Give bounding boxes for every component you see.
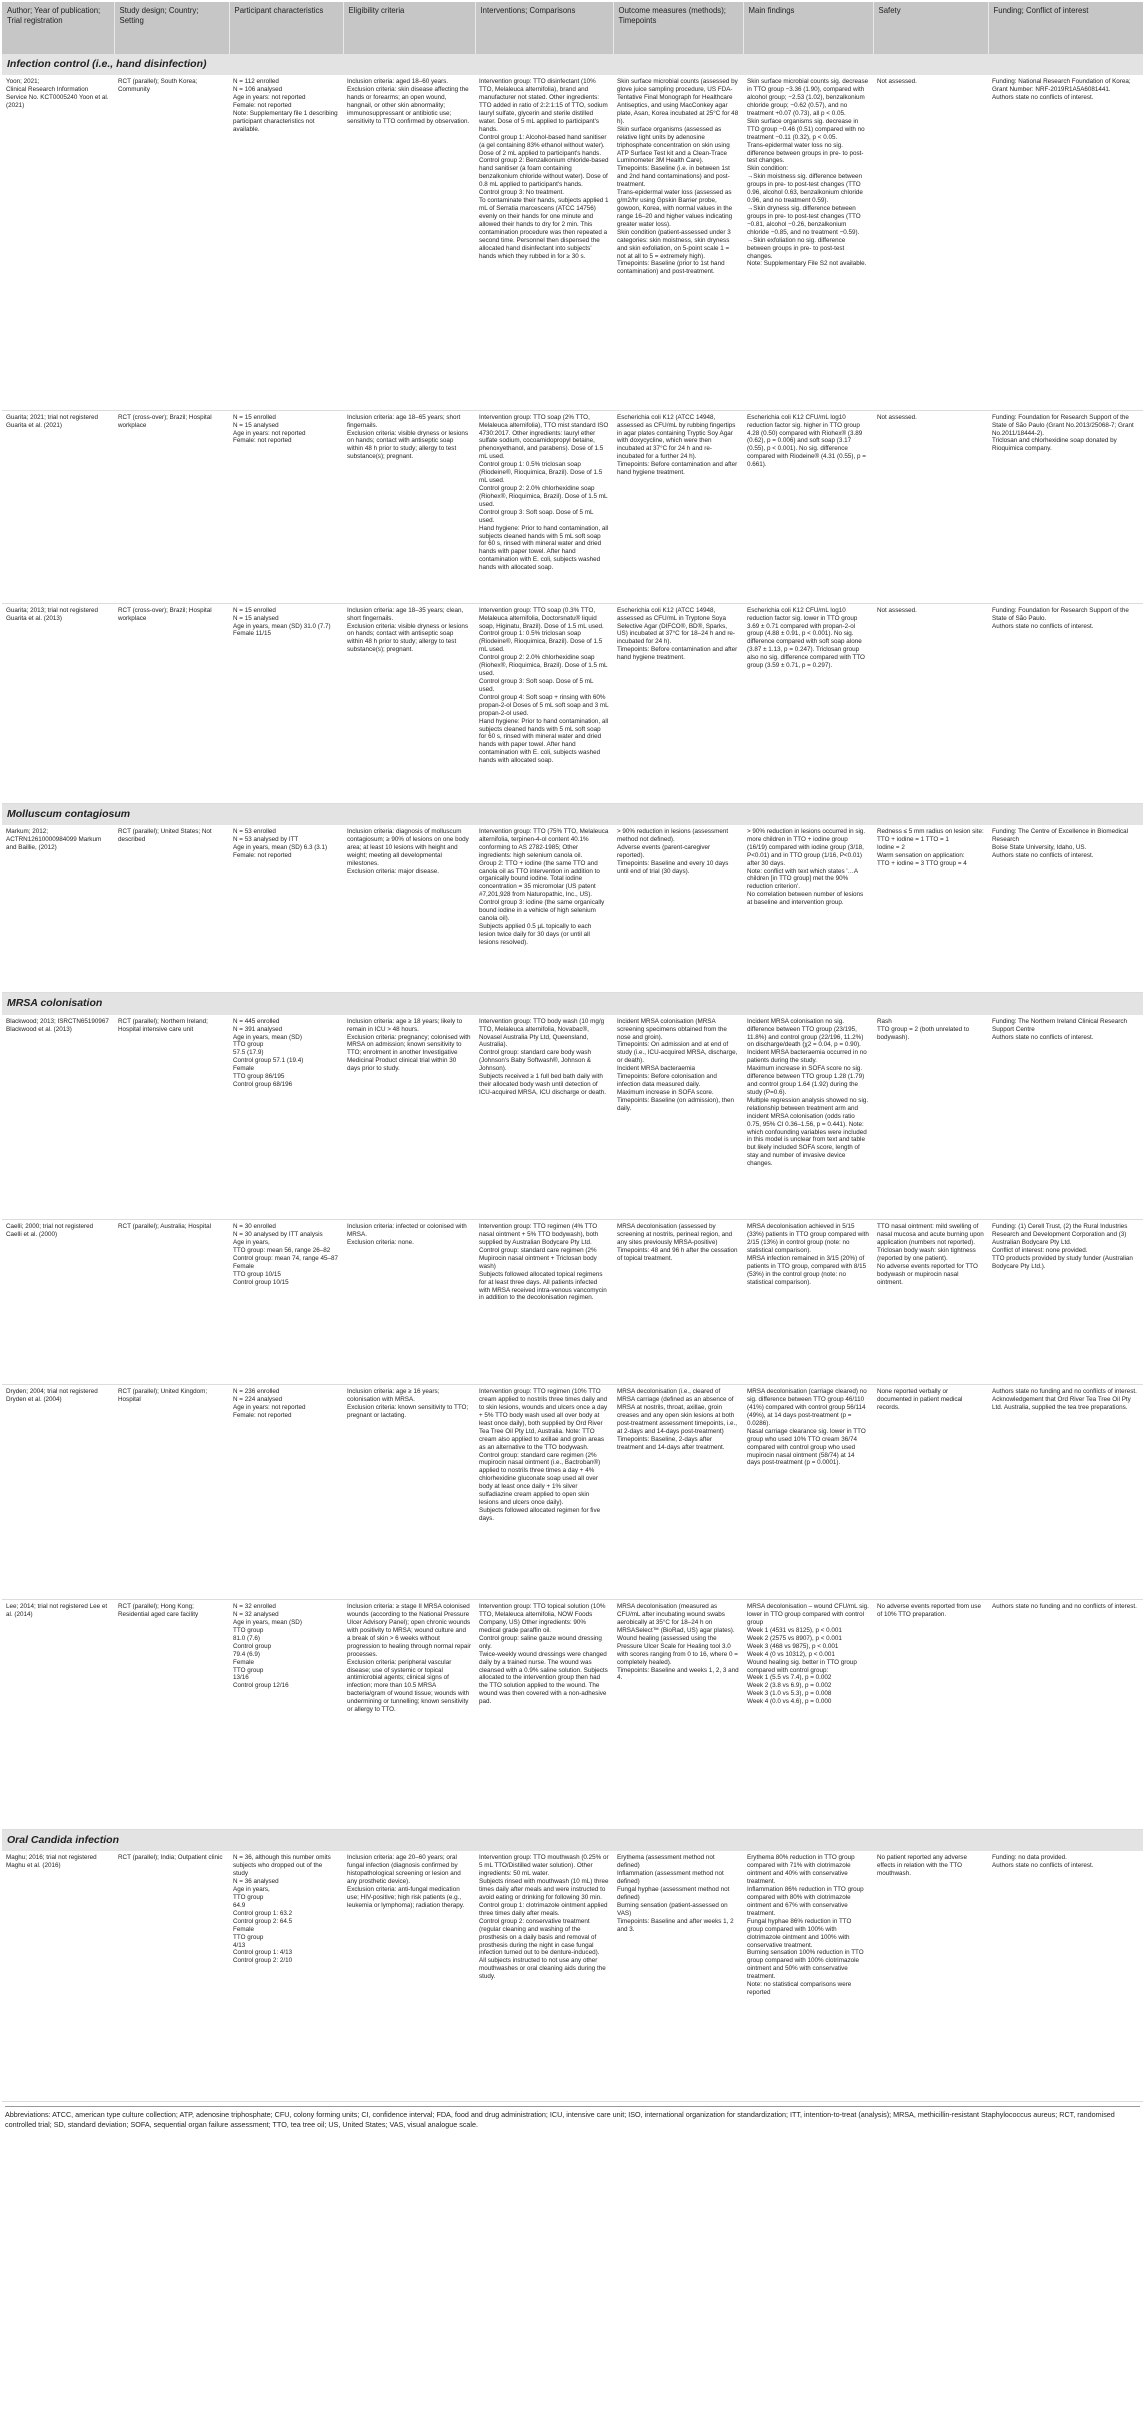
cell-text: None reported verbally or documented in patient medical records. [877,1388,963,1411]
cell-text: Intervention group: TTO regimen (4% TTO nasal ointment + 5% TTO bodywash), both supplied by Australian Bodycare Pty Ltd. Control group: standard care regimen (2% Mupirocin nasal ointment + Triclosan body wash) Subjects followed allocated topical regimens for at least three days. All patients infected with MRSA received intra-venous vancomycin in addition to the decolonisation regimen. [479,1223,607,1302]
cell-text: Dryden; 2004; trial not registered Dryden et al. (2004) [6,1388,98,1404]
cell-text: Incident MRSA colonisation (MRSA screening specimens obtained from the nose and groin). Timepoints: On admission and at end of study (i.e., ICU-acquired MRSA, discharge, or death). Incident MRSA bacteraemia Timepoints: Before colonisation and infection data measured daily. Maximum increase in SOFA score. Timepoints: Baseline (on admission), then daily. [617,1017,738,1112]
cell-text: Incident MRSA colonisation no sig. difference between TTO group (23/195, 11.8%) and control group (22/196, 11.2%) on discharge/death (χ2 = 0.04, p = 0.90). Incident MRSA bacteraemia occurred in no patients during the study. Maximum increase in SOFA score no sig. difference between TTO group 1.28 (1.79) and control group 1.64 (1.92) during the study (P=0.6). Multiple regression analysis showed no sig. relationship between treatment arm and incident MRSA colonisation (odds ratio 0.75, 95% CI 0.36–1.56, p = 0.441). Note: which confounding variables were included in this model is unclear from text and table but likely included SOFA score, length of stay and number of invasive device changes. [747,1017,869,1168]
cell-text: N = 236 enrolled N = 224 analysed Age in years: not reported Female: not reported [233,1388,306,1419]
cell-text: Guarita; 2013; trial not registered Guarita et al. (2013) [6,606,99,622]
cell-text: RCT (parallel); Northern Ireland; Hospital intensive care unit [118,1017,208,1033]
author-cell [2,1851,114,2101]
interventions-cell [475,1015,613,1220]
cell-text: Lee; 2014; trial not registered Lee et al. (2014) [6,1603,108,1619]
cell-text: Funding: no data provided. Authors state no conflicts of interest. [992,1854,1094,1870]
safety-cell [873,1220,988,1385]
cell-text: N = 15 enrolled N = 15 analysed Age in years, mean (SD) 31.0 (7.7) Female 11/15 [233,606,331,638]
cell-text: MRSA decolonisation (carriage cleared) no sig. difference between TTO group 46/110 (41%) compared with control group 56/114 (49%), at 14 days post-treatment (p = 0.0286). Nasal carriage clearance sig. lower in TTO group who used 10% TTO cream 36/74 compared with control group who used mupirocin nasal ointment (58/74) at 14 days post-treatment (p = 0.0001). [747,1388,867,1467]
outcomes-cell [613,75,743,410]
participants-cell [229,1385,343,1600]
cell-text: Funding: Foundation for Research Support of the State of São Paulo. Authors state no conflicts of interest. [992,606,1129,630]
table-row [2,1220,1143,1385]
cell-text: Intervention group: TTO body wash (10 mg/g TTO, Melaleuca alternifolia, Novabac®, Novasel Australia Pty Ltd, Queensland, Australia). Control group: standard care body wash (Johnson's Baby Softwash®, Johnson & Johnson). Subjects received ≥ 1 full bed bath daily with their allocated body wash until detection of ICU-acquired MRSA, ICU discharge or death. [479,1017,607,1096]
table-row [2,603,1143,803]
author-cell [2,1015,114,1220]
findings-cell [743,1385,873,1600]
cell-text: Intervention group: TTO mouthwash (0.25% or 5 mL TTO/Distilled water solution). Other ingredients: 50 mL water. Subjects rinsed with mouthwash (10 mL) three times daily after meals and were instructed to avoid eating or drinking for following 30 min. Control group 1: clotrimazole ointment applied three times daily after meals. Control group 2: conservative treatment (regular cleaning and washing of the prosthesis on a daily basis and removal of prosthesis during the night in case fungal infection turned out to be denture-induced). All subjects instructed to not use any other mouthwashes or oral cleaning aids during the study. [479,1854,609,1981]
cell-text: MRSA decolonisation (measured as CFU/mL after incubating wound swabs aerobically at 35°C for 18–24 h on MRSASelect™ (BioRad, US) agar plates). Wound healing (assessed using the Pressure Ulcer Scale for Healing tool 3.0 with scores ranging from 0 to 16, where 0 = completely healed). Timepoints: Baseline and weeks 1, 2, 3 and 4. [617,1603,739,1682]
cell-text: Intervention group: TTO soap (2% TTO, Melaleuca alternifolia), TTO mist standard ISO 4730:2017. Other ingredients: lauryl ether sulfate sodium, cocoamidopropyl betaine, phenoxyethanol, and parabens). Dose of 1.5 mL used. Control group 1: 0.5% triclosan soap (Riodeine®, Rioquimica, Brazil). Dose of 1.5 mL used. Control group 2: 2.0% chlorhexidine soap (Riohex®, Rioquimica, Brazil). Dose of 1.5 mL used. Control group 3: Soft soap. Dose of 5 mL used. Hand hygiene: Prior to hand contamination, all subjects cleaned hands with 5 mL soft soap for 60 s, rinsed with mineral water and dried hands with paper towel. After hand contamination with E. coli, subjects washed hands with allocated soap. [479,413,609,572]
column-header: Eligibility criteria [343,2,475,54]
cell-text: Inclusion criteria: age 18–35 years; clean, short fingernails. Exclusion criteria: visible dryness or lesions on hands; contact with antiseptic soap within 48 h prior to study; allergy to test substance(s); pregnant. [347,606,469,654]
funding-cell [988,75,1143,410]
cell-text: MRSA decolonisation achieved in 5/15 (33%) patients in TTO group compared with 2/15 (13%) in control group (note: no statistical comparison). MRSA infection remained in 3/15 (20%) of patients in TTO group, compared with 8/15 (53%) in the control group (note: no statistical comparison). [747,1223,869,1286]
design-cell [114,75,229,410]
cell-text: Markum; 2012; ACTRN12610000984099 Markum and Baillie, (2012) [6,827,102,851]
participants-cell [229,75,343,410]
cell-text: Authors state no funding and no conflicts of interest. Acknowledgement that Ord River Tea Tree Oil Pty Ltd. Australia, supplied the tea tree preparations. [992,1388,1137,1411]
cell-text: Inclusion criteria: infected or colonised with MRSA. Exclusion criteria: none. [347,1223,467,1246]
participants-cell [229,603,343,803]
cell-text: > 90% reduction in lesions (assessment method not defined). Adverse events (parent-caregiver reported). Timepoints: Baseline and every 10 days until end of trial (30 days). [617,827,729,875]
cell-text: N = 445 enrolled N = 391 analysed Age in years, mean (SD) TTO group 57.5 (17.9) Control group 57.1 (19.4) Female TTO group 86/195 Control group 68/196 [233,1017,304,1089]
funding-cell [988,1385,1143,1600]
funding-cell [988,1015,1143,1220]
cell-text: N = 15 enrolled N = 15 analysed Age in years: not reported Female: not reported [233,413,306,445]
section-header-molluscum [2,803,1143,825]
outcomes-cell [613,603,743,803]
findings-cell [743,410,873,603]
section-title: MRSA colonisation [2,993,1143,1015]
table-row [2,1015,1143,1220]
outcomes-cell [613,1220,743,1385]
funding-cell [988,410,1143,603]
eligibility-cell [343,1851,475,2101]
participants-cell [229,1851,343,2101]
cell-text: N = 36, although this number omits subjects who dropped out of the study N = 36 analysed Age in years, TTO group 64.9 Control group 1: 63.2 Control group 2: 64.5 Female TTO group 4/13 Control group 1: 4/13 Control group 2: 2/10 [233,1854,331,1965]
author-cell [2,1600,114,1830]
outcomes-cell [613,1600,743,1830]
findings-cell [743,825,873,993]
findings-cell [743,1600,873,1830]
cell-text: Inclusion criteria: age ≥ 16 years; colonisation with MRSA. Exclusion criteria: known sensitivity to TTO; pregnant or lactating. [347,1388,469,1419]
cell-text: RCT (parallel); India; Outpatient clinic [118,1854,223,1862]
cell-text: Intervention group: TTO soap (0.3% TTO, Melaleuca alternifolia, Doctorsnatu® liquid soap, Higinatu, Brazil). Dose of 1.5 mL used. Control group 1: 0.5% triclosan soap (Riodeine®, Rioquimica, Brazil). Dose of 1.5 mL used. Control group 2: 2.0% chlorhexidine soap (Riohex®, Rioquimica, Brazil). Dose of 1.5 mL used. Control group 3: Soft soap. Dose of 5 mL used. Control group 4: Soft soap + rinsing with 60% propan-2-ol Doses of 5 mL soft soap and 3 mL propan-2-ol used. Hand hygiene: Prior to hand contamination, all subjects cleaned hands with 5 mL soft soap for 60 s, rinsed with mineral water and dried hands with paper towel. After hand contamination with E. coli, subjects washed hands with allocated soap. [479,606,609,765]
table-row [2,1600,1143,1830]
cell-text: No patient reported any adverse effects in relation with the TTO mouthwash. [877,1854,967,1878]
cell-text: Funding: The Centre of Excellence in Biomedical Research Boise State University, Idaho, US. Authors state no conflicts of interest. [992,827,1129,859]
safety-cell [873,410,988,603]
cell-text: N = 32 enrolled N = 32 analysed Age in years, mean (SD) TTO group 81.0 (7.6) Control group 79.4 (6.9) Female TTO group 13/16 Control group 12/16 [233,1603,302,1690]
eligibility-cell [343,1220,475,1385]
section-header-mrsa [2,993,1143,1015]
cell-text: Intervention group: TTO (75% TTO, Melaleuca alternifolia, terpinen-4-ol content 40.1% conforming to AS 2782-1985; Other ingredients: high selenium canola oil. Group 2: TTO + iodine (the same TTO and canola oil as TTO intervention in addition to organically bound iodine. Total iodine concentration = 35 micromolar (US patent #7,201,928 from Naturopathic, Inc., US). Control group 3: iodine (the same organically bound iodine in a vehicle of high selenium canola oil). Subjects applied 0.5 µL topically to each lesion twice daily for 30 days (or until all lesions resolved). [479,827,609,946]
safety-cell [873,603,988,803]
participants-cell [229,410,343,603]
cell-text: Skin surface microbial counts (assessed by glove juice sampling procedure, US FDA-Tentative Final Monograph for Healthcare Antiseptics, and using MacConkey agar plate, Asan, Korea incubated at 25°C for 48 h). Skin surface organisms (assessed as relative light units by adenosine triphosphate concentration on skin using ATP Surface Test kit and a Clean-Trace Luminometer 3M Health Care). Timepoints: Baseline (i.e. in between 1st and 2nd hand contaminations) and post-treatment. Trans-epidermal water loss (assessed as g/m2/hr using Gpskin Barrier probe, gowoon, Korea, with normal values in the range 16–20 and higher values indicating greater water loss). Skin condition (patient-assessed under 3 categories: skin moistness, skin dryness and skin exfoliation, on 5-point scale 1 = not at all to 5 = extremely high). Timepoints: Baseline (prior to 1st hand contamination) and post-treatment. [617,78,739,276]
findings-cell [743,1220,873,1385]
safety-cell [873,1385,988,1600]
author-cell [2,1385,114,1600]
section-title: Oral Candida infection [2,1830,1143,1852]
cell-text: RCT (cross-over); Brazil; Hospital workplace [118,413,212,429]
interventions-cell [475,603,613,803]
eligibility-cell [343,1385,475,1600]
section-title: Infection control (i.e., hand disinfection) [2,54,1143,75]
eligibility-cell [343,603,475,803]
cell-text: RCT (parallel); Australia; Hospital [118,1223,211,1231]
column-header: Interventions; Comparisons [475,2,613,54]
cell-text: Funding: Foundation for Research Support of the State of São Paulo (Grant No.2013/25068-7; Grant No.2011/18444-2). Triclosan and chlorhexidine soap donated by Rioquimica company. [992,413,1134,453]
outcomes-cell [613,1015,743,1220]
table-row [2,1385,1143,1600]
author-cell [2,75,114,410]
cell-text: Inclusion criteria: ≥ stage II MRSA colonised wounds (according to the National Pressure Ulcer Advisory Panel); open chronic wounds with positivity to MRSA; wound culture and a break of skin > 6 weeks without progression to healing through normal repair processes. Exclusion criteria: peripheral vascular disease; use of systemic or topical antimicrobial agents; clinical signs of infection; more than 10.5 MRSA bacteria/gram of wound tissue; wounds with undermining or tunnelling; known sensitivity or allergy to TTO. [347,1603,471,1714]
column-header: Outcome measures (methods); Timepoints [613,2,743,54]
design-cell [114,825,229,993]
cell-text: Inclusion criteria: aged 18–60 years. Exclusion criteria: skin disease affecting the hands or forearms; an open wound, hangnail, or other skin abnormality; immunosuppressant or antibiotic use; sensitivity to TTO confirmed by observation. [347,78,470,125]
section-header-oral-candida [2,1830,1143,1852]
section-title: Molluscum contagiosum [2,803,1143,825]
cell-text: Maghu; 2016; trial not registered Maghu et al. (2016) [6,1854,97,1870]
interventions-cell [475,410,613,603]
table-row [2,1851,1143,2101]
cell-text: Erythema 80% reduction in TTO group compared with 71% with clotrimazole ointment and 40% with conservative treatment. Inflammation 86% reduction in TTO group compared with 80% with clotrimazole ointment and 67% with conservative treatment. Fungal hyphae 86% reduction in TTO group compared with 100% with clotrimazole ointment and 100% with conservative treatment. Burning sensation 100% reduction in TTO group compared with 100% clotrimazole ointment and 50% with conservative treatment. Note: no statistical comparisons were reported [747,1854,864,1997]
safety-cell [873,825,988,993]
cell-text: Intervention group: TTO topical solution (10% TTO, Melaleuca alternifolia, NOW Foods Company, US) Other ingredients: 90% medical grade paraffin oil. Control group: saline gauze wound dressing only. Twice-weekly wound dressings were changed daily by a trained nurse. The wound was cleansed with a 0.9% saline solution. Subjects allocated to the intervention group then had the TTO solution applied to the wound. The wound was then covered with a non-adhesive pad. [479,1603,608,1706]
interventions-cell [475,1851,613,2101]
table-row [2,825,1143,993]
cell-text: RCT (parallel); South Korea; Community [118,78,198,94]
column-header: Safety [873,2,988,54]
eligibility-cell [343,410,475,603]
cell-text: Inclusion criteria: age ≥ 18 years; likely to remain in ICU > 48 hours. Exclusion criteria: pregnancy; colonised with MRSA on admission; known sensitivity to TTO; enrolment in another Investigative Medicinal Product clinical trial within 30 days prior to study. [347,1017,471,1073]
cell-text: Intervention group: TTO regimen (10% TTO cream applied to nostrils three times daily and to skin lesions, wounds and ulcers once a day + 5% TTO body wash used all over body at least once daily), both supplied by Ord River Tea Tree Oil Pty Ltd, Australia. Note: TTO cream also applied to axillae and groin areas as an alternative to the TTO bodywash. Control group: standard care regimen (2% mupirocin nasal ointment (i.e., Bactroban®) applied to nostrils three times a day + 4% chlorhexidine gluconate soap used all over body at least once daily + 1% silver sulfadiazine cream applied to open skin lesions and ulcers once daily). Subjects followed allocated regimen for five days. [479,1388,608,1522]
table-row [2,75,1143,410]
cell-text: Rash TTO group = 2 (both unrelated to bodywash). [877,1017,970,1041]
design-cell [114,603,229,803]
cell-text: RCT (cross-over); Brazil; Hospital workplace [118,606,212,622]
eligibility-cell [343,1600,475,1830]
cell-text: Funding: The Northern Ireland Clinical Research Support Centre Authors state no conflicts of interest. [992,1017,1127,1041]
cell-text: Guarita; 2021; trial not registered Guarita et al. (2021) [6,413,99,429]
safety-cell [873,1600,988,1830]
design-cell [114,1385,229,1600]
cell-text: Inclusion criteria: age 20–60 years; oral fungal infection (diagnosis confirmed by histopathological screening or lesion and any prosthetic device). Exclusion criteria: anti-fungal medication use; HIV-positive; high risk patients (e.g., leukemia or lymphoma); radiation therapy. [347,1854,465,1909]
participants-cell [229,1015,343,1220]
cell-text: Escherichia coli K12 (ATCC 14948, assessed as CFU/mL by rubbing fingertips in agar plates containing Tryptic Soy Agar with doxycycline, which were then incubated at 37°C for 24 h and re-incubated for a further 24 h). Timepoints: Before contamination and after hand hygiene treatment. [617,413,738,477]
findings-cell [743,603,873,803]
cell-text: N = 30 enrolled N = 30 analysed by ITT analysis Age in years, TTO group: mean 56, range 26–82 Control group: mean 74, range 45–87 Female TTO group 10/15 Control group 10/15 [233,1223,339,1286]
cell-text: Erythema (assessment method not defined) Inflammation (assessment method not defined) Fungal hyphae (assessment method not defined) Burning sensation (patient-assessed on VAS) Timepoints: Baseline and after weeks 1, 2 and 3. [617,1854,734,1933]
column-header: Main findings [743,2,873,54]
findings-cell [743,75,873,410]
cell-text: Not assessed. [877,413,917,421]
cell-text: RCT (parallel); United Kingdom; Hospital [118,1388,208,1404]
funding-cell [988,1220,1143,1385]
cell-text: N = 53 enrolled N = 53 analysed by ITT Age in years, mean (SD) 6.3 (3.1) Female: not reported [233,827,328,859]
interventions-cell [475,1220,613,1385]
cell-text: Intervention group: TTO disinfectant (10% TTO, Melaleuca alternifolia), brand and manufacturer not stated. Other ingredients: TTO added in ratio of 2:2:1:15 of TTO, sodium lauryl sulfate, glycerin and sterile distilled water. Dose of 5 mL applied to participant's hands. Control group 1: Alcohol-based hand sanitiser (a gel containing 83% ethanol without water). Dose of 2 mL applied to participant's hands. Control group 2: Benzalkonium chloride-based hand sanitiser (a foam containing benzalkonium chloride without water). Dose of 0.8 mL applied to participant's hands. Control group 3: No treatment. To contaminate their hands, subjects applied 1 mL of Serratia marcescens (ATCC 14756) evenly on their hands for one minute and allowed their hands to dry for 2 min. This contamination procedure was then repeated a second time. Personnel then dispensed the allocated hand disinfectant into subjects' hands which they rubbed in for ≥ 30 s. [479,78,609,260]
cell-text: Escherichia coli K12 CFU/mL log10 reduction factor sig. higher in TTO group 4.28 (0.50) compared with Riohex® (3.89 (0.62), p = 0.006) and soft soap (3.17 (0.55), p < 0.001). No sig. difference compared with Riodeine® (4.31 (0.55), p = 0.661). [747,413,866,469]
participants-cell [229,825,343,993]
cell-text: Escherichia coli K12 (ATCC 14948, assessed as CFU/mL in Tryptone Soya Selective Agar (DIFCO®, BD®, Sparks, US) incubated at 37°C for 18–24 h and re-incubated for 24 h). Timepoints: Before contamination and after hand hygiene treatment. [617,606,738,662]
eligibility-cell [343,1015,475,1220]
cell-text: TTO nasal ointment: mild swelling of nasal mucosa and acute burning upon application (numbers not reported). Triclosan body wash: skin tightness (reported by one patient). No adverse events reported for TTO bodywash or mupirocin nasal ointment. [877,1223,984,1286]
interventions-cell [475,75,613,410]
design-cell [114,1851,229,2101]
evidence-table [2,2,1143,2102]
design-cell [114,410,229,603]
eligibility-cell [343,825,475,993]
cell-text: Caelli; 2000; trial not registered Caelli et al. (2000) [6,1223,94,1239]
design-cell [114,1600,229,1830]
funding-cell [988,1600,1143,1830]
column-header: Funding; Conflict of interest [988,2,1143,54]
participants-cell [229,1220,343,1385]
table-row [2,410,1143,603]
cell-text: Funding: National Research Foundation of Korea; Grant Number: NRF-2019R1A5A6081441. Authors state no conflicts of interest. [992,78,1131,102]
participants-cell [229,1600,343,1830]
table-footnote: Abbreviations: ATCC, american type culture collection; ATP, adenosine triphosphate; CFU, colony forming units; CI, confidence interval; FDA, food and drug administration; ICU, intensive care unit; ISO, international organization for standardization; ITT, intention-to-treat (analysis); MRSA, methicillin-resistant Staphylococcus aureus; RCT, randomised controlled trial; SD, standard deviation; SOFA, sequential organ failure assessment; TTO, tea tree oil; US, United States; VAS, visual analogue scale. [5,2106,1140,2129]
safety-cell [873,1015,988,1220]
funding-cell [988,603,1143,803]
cell-text: Skin surface microbial counts sig. decrease in TTO group −3.36 (1.90), compared with alcohol group; −2.53 (1.02), benzalkonium chloride group; −0.62 (0.57), and no treatment +0.07 (0.73), all p < 0.05. Skin surface organisms sig. decrease in TTO group −0.46 (0.51) compared with no treatment −0.11 (0.32), p < 0.05. Trans-epidermal water loss no sig. difference between groups in pre- to post-test changes. Skin condition: →Skin moistness sig. difference between groups in pre- to post-test changes (TTO 0.96, alcohol 0.63, benzalkonium chloride 0.96, and no treatment 0.59). →Skin dryness sig. difference between groups in pre- to post-test changes (TTO −0.81, alcohol −0.26, benzalkonium chloride −0.85, and no treatment −0.59). →Skin exfoliation no sig. difference between groups in pre- to post-test changes. Note: Supplementary File S2 not available. [747,78,869,268]
cell-text: > 90% reduction in lesions occurred in sig. more children in TTO + iodine group (16/19) compared with iodine group (3/18, P<0.01) and in TTO group (1/16, P<0.01) after 30 days. Note: conflict with text which states '…A children [in TTO group] met the 90% reduction criterion'. No correlation between number of lesions at baseline and intervention group. [747,827,866,907]
section-header-infection-control [2,54,1143,75]
outcomes-cell [613,1851,743,2101]
outcomes-cell [613,1385,743,1600]
cell-text: Not assessed. [877,78,917,86]
cell-text: No adverse events reported from use of 10% TTO preparation. [877,1603,981,1619]
cell-text: MRSA decolonisation – wound CFU/mL sig. lower in TTO group compared with control group Week 1 (4531 vs 8125), p < 0.001 Week 2 (2575 vs 8907), p < 0.001 Week 3 (468 vs 9875), p < 0.001 Week 4 (0 vs 10312), p < 0.001 Wound healing sig. better in TTO group compared with control group: Week 1 (5.5 vs 7.4), p = 0.002 Week 2 (3.8 vs 6.9), p = 0.002 Week 3 (1.0 vs 5.3), p = 0.008 Week 4 (0.0 vs 4.6), p = 0.000 [747,1603,869,1706]
cell-text: N = 112 enrolled N = 106 analysed Age in years: not reported Female: not reported Note: Supplementary file 1 describing participant characteristics not available. [233,78,338,133]
cell-text: Inclusion criteria: diagnosis of molluscum contagiosum; ≥ 90% of lesions on one body area; at least 10 lesions with height and weight; meeting all developmental milestones. Exclusion criteria: major disease. [347,827,469,875]
interventions-cell [475,1385,613,1600]
cell-text: Inclusion criteria: age 18–65 years; short fingernails. Exclusion criteria: visible dryness or lesions on hands; contact with antiseptic soap within 48 h prior to study; allergy to test substance(s); pregnant. [347,413,469,461]
funding-cell [988,825,1143,993]
cell-text: RCT (parallel); Hong Kong; Residential aged care facility [118,1603,199,1619]
cell-text: Not assessed. [877,606,917,614]
author-cell [2,410,114,603]
table-header-row [2,2,1143,54]
cell-text: Redness ≤ 5 mm radius on lesion site: TTO + iodine = 1 TTO = 1 Iodine = 2 Warm sensation on application: TTO + iodine = 3 TTO group = 4 [877,827,984,867]
eligibility-cell [343,75,475,410]
design-cell [114,1220,229,1385]
cell-text: Yoon; 2021; Clinical Research Information Service No. KCT0005240 Yoon et al. (2021) [6,78,109,109]
column-header: Study design; Country; Setting [114,2,229,54]
cell-text: MRSA decolonisation (assessed by screening at nostrils, perineal region, and any sites previously MRSA-positive) Timepoints: 48 and 96 h after the cessation of topical treatment. [617,1223,738,1262]
cell-text: Funding: (1) Cerell Trust, (2) the Rural Industries Research and Development Corporation and (3) Australian Bodycare Pty Ltd. Conflict of interest: none provided. TTO products provided by study funder (Australian Bodycare Pty Ltd.). [992,1223,1133,1270]
outcomes-cell [613,825,743,993]
interventions-cell [475,1600,613,1830]
safety-cell [873,75,988,410]
funding-cell [988,1851,1143,2101]
findings-cell [743,1851,873,2101]
author-cell [2,1220,114,1385]
findings-cell [743,1015,873,1220]
column-header: Participant characteristics [229,2,343,54]
cell-text: MRSA decolonisation (i.e., cleared of MRSA carriage (defined as an absence of MRSA at nostrils, throat, axillae, groin creases and any open skin lesions at both post-treatment assessment timepoints, i.e., at 2-days and 14-days post-treatment) Timepoints: Baseline, 2-days after treatment and 14-days after treatment. [617,1388,738,1451]
cell-text: Authors state no funding and no conflicts of interest. [992,1603,1137,1611]
cell-text: Escherichia coli K12 CFU/mL log10 reduction factor sig. lower in TTO group 3.69 ± 0.71 compared with propan-2-ol group (4.88 ± 0.91, p < 0.001). No sig. difference compared with soft soap alone (3.87 ± 1.13, p = 0.247). Triclosan group also no sig. difference compared with TTO group (3.59 ± 0.71, p = 0.297). [747,606,865,670]
author-cell [2,825,114,993]
safety-cell [873,1851,988,2101]
interventions-cell [475,825,613,993]
column-header: Author; Year of publication; Trial registration [2,2,114,54]
design-cell [114,1015,229,1220]
outcomes-cell [613,410,743,603]
cell-text: Blackwood; 2013; ISRCTN65190967 Blackwood et al. (2013) [6,1017,109,1033]
cell-text: RCT (parallel); United States; Not described [118,827,212,843]
author-cell [2,603,114,803]
